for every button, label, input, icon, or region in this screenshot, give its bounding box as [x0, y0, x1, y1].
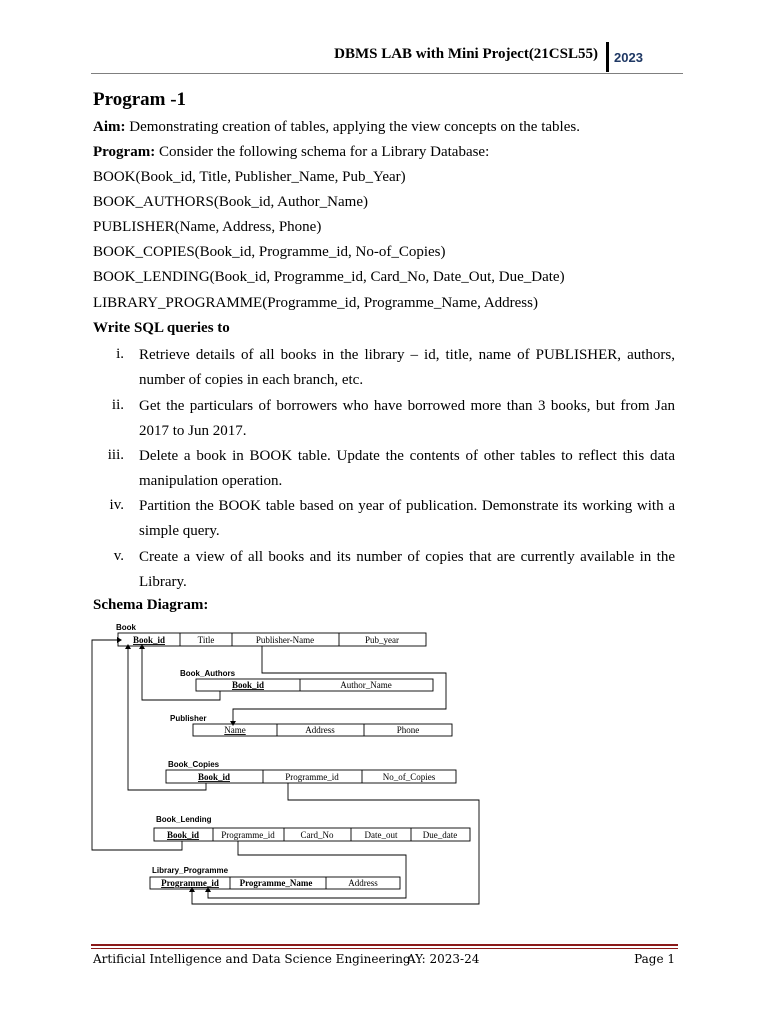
program-title: Program -1	[93, 89, 187, 110]
field-label: Title	[197, 635, 215, 645]
schema-line: BOOK_COPIES(Book_id, Programme_id, No-of_Copies)	[93, 244, 446, 260]
field-label: Phone	[396, 725, 420, 735]
field-label: No_of_Copies	[382, 772, 436, 782]
field-label: Date_out	[364, 830, 398, 840]
field-label: Programme_id	[285, 772, 339, 782]
footer-rule	[91, 944, 678, 946]
field-label: Due_date	[422, 830, 458, 840]
field-label: Pub_year	[365, 635, 399, 645]
footer-page-number: Page 1	[634, 952, 675, 966]
field-label: Address	[305, 725, 335, 735]
field-label: Card_No	[300, 830, 334, 840]
schema-line: BOOK_LENDING(Book_id, Programme_id, Card_No, Date_Out, Due_Date)	[93, 269, 565, 285]
field-label: Book_id	[166, 830, 200, 840]
schema-diagram	[86, 618, 486, 914]
query-number: i.	[116, 346, 124, 362]
field-label: Book_id	[197, 772, 231, 782]
query-text: Retrieve details of all books in the library – id, title, name of PUBLISHER, authors, number of copies in each branch, etc.	[139, 347, 675, 388]
schema-line: BOOK(Book_id, Title, Publisher_Name, Pub_Year)	[93, 169, 406, 185]
program-line	[93, 144, 489, 161]
footer-department: Artificial Intelligence and Data Science Engineering	[93, 952, 411, 966]
query-number: ii.	[111, 397, 124, 413]
schema-line: BOOK_AUTHORS(Book_id, Author_Name)	[93, 194, 368, 210]
header-divider	[606, 42, 609, 72]
query-text: Get the particulars of borrowers who have borrowed more than 3 books, but from Jan 2017 to Jun 2017.	[139, 398, 675, 439]
program-label: Program:	[93, 144, 156, 160]
field-label: Book_id	[231, 680, 265, 690]
header-rule	[91, 73, 683, 74]
book-copies-table-name: Book_Copies	[168, 760, 220, 769]
footer-rule	[91, 948, 678, 949]
query-text: Create a view of all books and its number of copies that are currently available in the Library.	[139, 549, 675, 590]
query-number: iv.	[109, 497, 124, 513]
aim-label: Aim:	[93, 119, 126, 135]
field-label: Programme_id	[161, 878, 219, 888]
schema-heading: Schema Diagram:	[93, 597, 209, 613]
field-label: Author_Name	[340, 680, 392, 690]
query-text: Delete a book in BOOK table. Update the contents of other tables to reflect this data manipulation operation.	[139, 448, 675, 489]
aim-line	[93, 119, 580, 136]
query-text: Partition the BOOK table based on year of publication. Demonstrate its working with a simple query.	[139, 498, 675, 539]
field-label: Publisher-Name	[255, 635, 315, 645]
header-year: 2023	[614, 50, 643, 65]
schema-line: PUBLISHER(Name, Address, Phone)	[93, 219, 322, 235]
query-number: iii.	[107, 447, 124, 463]
footer-academic-year: AY: 2023-24	[407, 952, 480, 966]
field-label: Programme_id	[221, 830, 275, 840]
program-text: Consider the following schema for a Library Database:	[155, 144, 490, 160]
aim-text: Demonstrating creation of tables, applying the view concepts on the tables.	[125, 119, 580, 135]
field-label: Name	[224, 725, 246, 735]
field-label: Book_id	[132, 635, 166, 645]
book-table-name: Book	[116, 623, 136, 632]
query-number: v.	[113, 548, 124, 564]
publisher-table-name: Publisher	[170, 714, 207, 723]
schema-line: LIBRARY_PROGRAMME(Programme_id, Programme_Name, Address)	[93, 295, 538, 311]
library-programme-table-name: Library_Programme	[152, 866, 229, 875]
running-header-title: DBMS LAB with Mini Project(21CSL55)	[334, 46, 598, 62]
field-label: Address	[348, 878, 378, 888]
queries-heading: Write SQL queries to	[93, 320, 230, 336]
book-authors-table-name: Book_Authors	[180, 669, 236, 678]
book-lending-table-name: Book_Lending	[156, 815, 212, 824]
field-label: Programme_Name	[239, 878, 313, 888]
